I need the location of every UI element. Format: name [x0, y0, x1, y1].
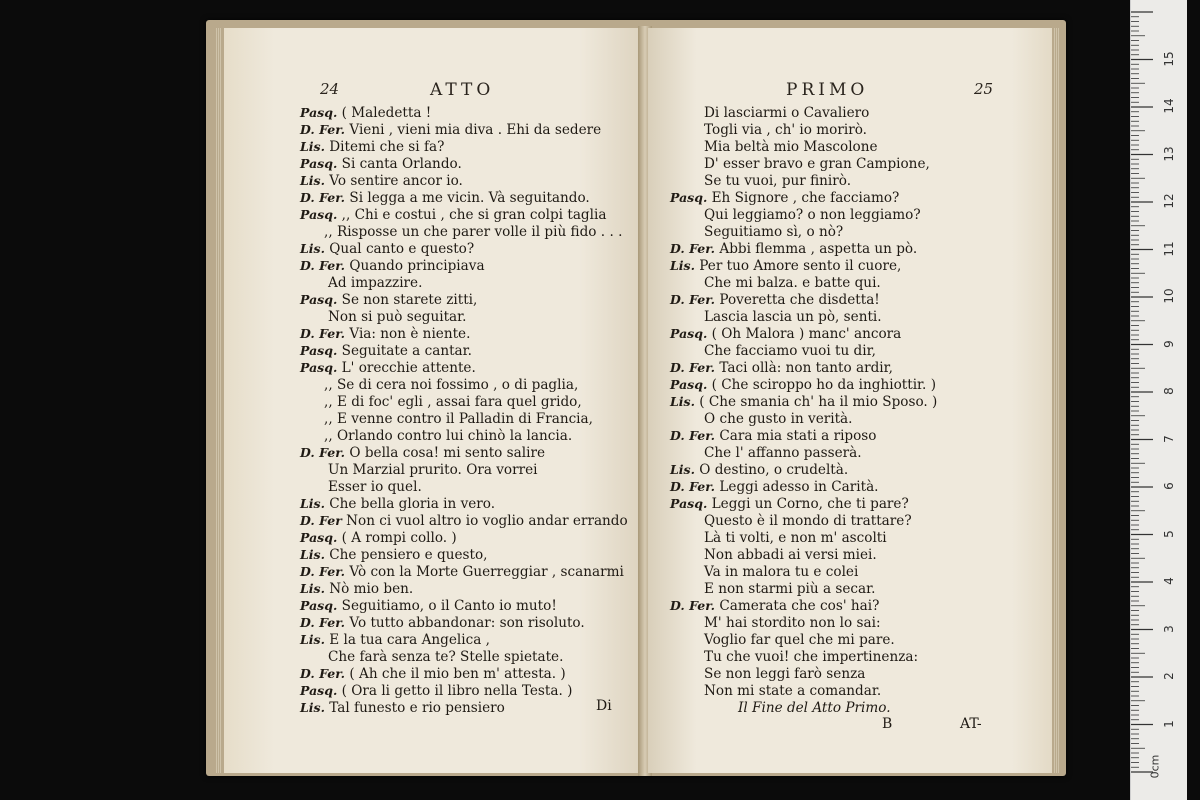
line-text: Cara mia stati a riposo [719, 428, 877, 444]
ruler-number: 4 [1162, 577, 1176, 585]
left-catchword: Di [596, 698, 612, 714]
line-text: Seguitate a cantar. [341, 343, 472, 359]
line-text: Tu che vuoi! che impertinenza: [704, 649, 919, 665]
text-line [300, 444, 545, 462]
left-page-edges [216, 28, 222, 773]
text-line [300, 189, 590, 207]
line-text: ,, Risposse un che parer volle il più fido . . . [324, 224, 623, 240]
line-text: Che facciamo vuoi tu dir, [704, 343, 876, 359]
text-line [300, 699, 505, 717]
line-text: Che l' affanno passerà. [704, 445, 862, 461]
text-line [328, 648, 563, 666]
text-line [328, 308, 466, 326]
line-text: Se non leggi farò senza [704, 666, 866, 682]
right-catchword: AT- [960, 716, 982, 732]
text-line [300, 121, 601, 139]
text-line [704, 121, 867, 139]
text-line [704, 512, 912, 530]
line-text: Che bella gloria in vero. [329, 496, 496, 512]
line-text: Non ci vuol altro io voglio andar errando [346, 513, 628, 529]
line-text: Eh Signore , che facciamo? [711, 190, 900, 206]
ruler-number: 8 [1162, 387, 1176, 395]
line-text: Vo sentire ancor io. [329, 173, 463, 189]
speaker-name: Pasq. [300, 683, 338, 698]
text-line [300, 563, 624, 581]
text-line [704, 444, 862, 462]
right-running-head: PRIMO [786, 80, 869, 100]
text-line [300, 614, 585, 632]
line-text: ,, Chi e costui , che si gran colpi taglia [341, 207, 607, 223]
speaker-name: Pasq. [300, 598, 338, 613]
text-line [704, 138, 878, 156]
speaker-name: Pasq. [670, 496, 708, 511]
line-text: Vò con la Morte Guerreggiar , scanarmi [349, 564, 624, 580]
text-line [738, 699, 891, 717]
line-text: Seguitiamo, o il Canto io muto! [341, 598, 557, 614]
ruler-number: 5 [1162, 529, 1176, 538]
ruler-number: 13 [1162, 145, 1176, 162]
text-line [704, 614, 881, 632]
text-line [300, 257, 485, 275]
text-line [704, 665, 865, 683]
ruler-number: 12 [1162, 193, 1176, 209]
text-line [324, 393, 582, 411]
ruler-unit-label: 0cm [1148, 754, 1162, 779]
line-text: Se tu vuoi, pur finirò. [704, 173, 852, 189]
line-text: Voglio far quel che mi pare. [704, 632, 895, 648]
text-line [704, 563, 858, 581]
text-line [670, 359, 893, 377]
ruler-number: 7 [1162, 434, 1176, 443]
text-line [704, 104, 869, 122]
text-line [324, 410, 593, 428]
speaker-name: D. Fer. [300, 615, 346, 630]
speaker-name: D. Fer. [670, 241, 716, 256]
line-text: ( Ora li getto il libro nella Testa. ) [341, 683, 573, 699]
line-text: Si canta Orlando. [341, 156, 462, 172]
speaker-name: Lis. [670, 394, 695, 409]
ruler-number: 3 [1162, 624, 1176, 633]
text-line [328, 274, 422, 292]
speaker-name: D. Fer [300, 513, 342, 528]
line-text: L' orecchie attente. [341, 360, 476, 376]
text-line [704, 223, 843, 241]
text-line [670, 325, 901, 343]
ruler-number: 2 [1162, 672, 1176, 680]
line-text: Qui leggiamo? o non leggiamo? [704, 207, 921, 223]
ruler-number: 10 [1162, 288, 1176, 304]
line-text: ( A rompi collo. ) [341, 530, 457, 546]
line-text: ,, Se di cera noi fossimo , o di paglia, [324, 377, 579, 393]
speaker-name: Lis. [300, 632, 325, 647]
text-line [704, 308, 882, 326]
line-text: Via: non è niente. [349, 326, 471, 342]
line-text: Di lasciarmi o Cavaliero [704, 105, 870, 121]
line-text: ( Che sciroppo ho da inghiottir. ) [711, 377, 937, 393]
ruler-ticks [1131, 0, 1187, 800]
speaker-name: D. Fer. [300, 122, 346, 137]
speaker-name: D. Fer. [670, 428, 716, 443]
line-text: ,, E di foc' egli , assai fara quel grido, [324, 394, 582, 410]
text-line [300, 529, 457, 547]
line-text: Lascia lascia un pò, senti. [704, 309, 882, 325]
ruler-number: 15 [1162, 50, 1176, 67]
line-text: Per tuo Amore sento il cuore, [699, 258, 902, 274]
text-line [300, 325, 470, 343]
right-page-edges [1054, 28, 1060, 773]
speaker-name: D. Fer. [670, 479, 716, 494]
line-text: Che mi balza. e batte qui. [704, 275, 881, 291]
line-text: Seguitiamo sì, o nò? [704, 224, 844, 240]
line-text: ( Ah che il mio ben m' attesta. ) [349, 666, 566, 682]
text-line [300, 206, 606, 224]
speaker-name: Pasq. [300, 207, 338, 222]
line-text: Camerata che cos' hai? [719, 598, 880, 614]
speaker-name: Lis. [300, 139, 325, 154]
text-line [704, 631, 895, 649]
line-text: Tal funesto e rio pensiero [329, 700, 505, 716]
line-text: D' esser bravo e gran Campione, [704, 156, 930, 172]
text-line [704, 274, 881, 292]
line-text: ( Maledetta ! [341, 105, 432, 121]
text-line [670, 376, 936, 394]
text-line [670, 189, 899, 207]
line-text: Leggi adesso in Carità. [719, 479, 879, 495]
line-text: Il Fine del Atto Primo. [738, 700, 891, 716]
ruler-number: 11 [1162, 240, 1176, 257]
ruler-number: 1 [1162, 719, 1176, 728]
speaker-name: Lis. [300, 173, 325, 188]
text-line [324, 223, 622, 241]
line-text: Taci ollà: non tanto ardir, [719, 360, 893, 376]
line-text: Ditemi che si fa? [329, 139, 445, 155]
speaker-name: Lis. [670, 258, 695, 273]
text-line [300, 104, 431, 122]
line-text: O destino, o crudeltà. [699, 462, 849, 478]
right-page-number: 25 [974, 80, 994, 98]
speaker-name: Lis. [300, 241, 325, 256]
text-line [670, 257, 901, 275]
line-text: Che pensiero e questo, [329, 547, 488, 563]
text-line [300, 240, 474, 258]
text-line [670, 461, 848, 479]
line-text: Non mi state a comandar. [704, 683, 882, 699]
text-line [704, 546, 877, 564]
text-line [670, 495, 909, 513]
line-text: Va in malora tu e colei [704, 564, 859, 580]
speaker-name: D. Fer. [300, 258, 346, 273]
text-line [300, 631, 490, 649]
line-text: Leggi un Corno, che ti pare? [711, 496, 909, 512]
speaker-name: Pasq. [300, 360, 338, 375]
speaker-name: Pasq. [300, 292, 338, 307]
text-line [300, 495, 495, 513]
text-line [670, 240, 917, 258]
ruler-number: 9 [1162, 339, 1176, 348]
text-line [300, 682, 572, 700]
line-text: Ad impazzire. [328, 275, 423, 291]
text-line [670, 597, 879, 615]
speaker-name: D. Fer. [670, 360, 716, 375]
speaker-name: Pasq. [670, 326, 708, 341]
line-text: Mia beltà mio Mascolone [704, 139, 878, 155]
speaker-name: Lis. [300, 496, 325, 511]
left-page-number: 24 [320, 80, 340, 98]
open-book [206, 20, 1066, 776]
text-line [704, 580, 875, 598]
text-line [704, 648, 918, 666]
line-text: ( Che smania ch' ha il mio Sposo. ) [699, 394, 938, 410]
text-line [704, 155, 930, 173]
text-line [300, 342, 472, 360]
left-page [224, 28, 642, 773]
text-line [704, 206, 921, 224]
text-line [324, 427, 572, 445]
line-text: Questo è il mondo di trattare? [704, 513, 912, 529]
text-line [300, 546, 487, 564]
text-line [300, 291, 477, 309]
ruler-number: 14 [1162, 98, 1176, 114]
text-line [704, 529, 887, 547]
speaker-name: Lis. [300, 700, 325, 715]
line-text: Che farà senza te? Stelle spietate. [328, 649, 564, 665]
text-line [670, 478, 879, 496]
speaker-name: D. Fer. [300, 190, 346, 205]
speaker-name: D. Fer. [670, 598, 716, 613]
line-text: Esser io quel. [328, 479, 422, 495]
line-text: Togli via , ch' io morirò. [704, 122, 867, 138]
text-line [670, 291, 880, 309]
speaker-name: Lis. [300, 581, 325, 596]
speaker-name: D. Fer. [300, 326, 346, 341]
speaker-name: Pasq. [300, 156, 338, 171]
measurement-ruler [1130, 0, 1187, 800]
line-text: O che gusto in verità. [704, 411, 853, 427]
speaker-name: Pasq. [670, 377, 708, 392]
text-line [300, 138, 444, 156]
line-text: Qual canto e questo? [329, 241, 475, 257]
line-text: ,, E venne contro il Palladin di Francia, [324, 411, 593, 427]
line-text: Abbi flemma , aspetta un pò. [719, 241, 918, 257]
line-text: Quando principiava [349, 258, 485, 274]
text-line [300, 172, 463, 190]
text-line [704, 342, 876, 360]
speaker-name: D. Fer. [300, 666, 346, 681]
text-line [300, 359, 476, 377]
text-line [300, 580, 413, 598]
line-text: Si legga a me vicin. Và seguitando. [349, 190, 590, 206]
line-text: Se non starete zitti, [341, 292, 478, 308]
speaker-name: D. Fer. [670, 292, 716, 307]
speaker-name: Lis. [670, 462, 695, 477]
speaker-name: D. Fer. [300, 445, 346, 460]
line-text: ( Oh Malora ) manc' ancora [711, 326, 902, 342]
speaker-name: Pasq. [300, 105, 338, 120]
line-text: Poveretta che disdetta! [719, 292, 880, 308]
text-line [670, 427, 876, 445]
text-line [704, 410, 852, 428]
text-line [704, 682, 881, 700]
right-page [648, 28, 1052, 773]
line-text: O bella cosa! mi sento salire [349, 445, 545, 461]
line-text: E non starmi più a secar. [704, 581, 876, 597]
line-text: ,, Orlando contro lui chinò la lancia. [324, 428, 573, 444]
speaker-name: D. Fer. [300, 564, 346, 579]
text-line [300, 665, 566, 683]
text-line [300, 155, 462, 173]
text-line [704, 172, 851, 190]
right-signature-mark: B [882, 716, 893, 732]
line-text: E la tua cara Angelica , [329, 632, 490, 648]
line-text: M' hai stordito non lo sai: [704, 615, 881, 631]
text-line [328, 478, 422, 496]
text-line [300, 597, 557, 615]
text-line [670, 393, 937, 411]
left-running-head: ATTO [430, 80, 495, 100]
text-line [300, 512, 628, 530]
line-text: Un Marzial prurito. Ora vorrei [328, 462, 538, 478]
line-text: Non si può seguitar. [328, 309, 467, 325]
ruler-number: 6 [1162, 482, 1176, 490]
line-text: Non abbadi ai versi miei. [704, 547, 877, 563]
speaker-name: Pasq. [300, 343, 338, 358]
line-text: Nò mio ben. [329, 581, 414, 597]
line-text: Là ti volti, e non m' ascolti [704, 530, 887, 546]
line-text: Vo tutto abbandonar: son risoluto. [349, 615, 585, 631]
text-line [328, 461, 538, 479]
speaker-name: Pasq. [300, 530, 338, 545]
speaker-name: Lis. [300, 547, 325, 562]
line-text: Vieni , vieni mia diva . Ehi da sedere [349, 122, 602, 138]
speaker-name: Pasq. [670, 190, 708, 205]
text-line [324, 376, 578, 394]
